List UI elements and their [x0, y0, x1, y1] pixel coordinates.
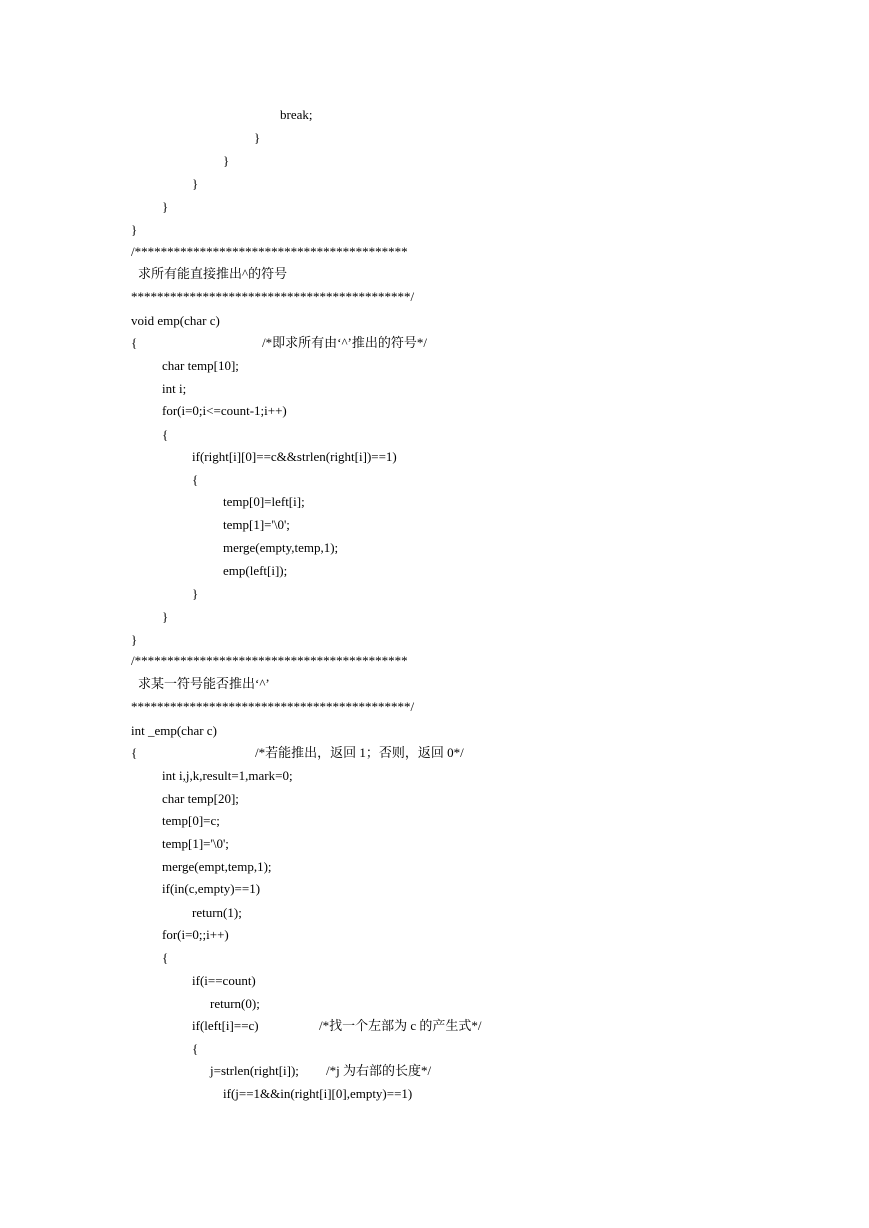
code-line: int i,j,k,result=1,mark=0;: [162, 768, 293, 783]
code-line: temp[0]=left[i];: [223, 494, 305, 509]
code-line: if(in(c,empty)==1): [162, 881, 261, 896]
comment-line: 求某一符号能否推出‘^’: [138, 676, 270, 691]
code-line: for(i=0;;i++): [162, 927, 229, 942]
code-line: {: [162, 427, 169, 442]
code-line: }: [131, 632, 138, 647]
comment-line: /*找一个左部为 c 的产生式*/: [319, 1018, 482, 1033]
comment-line: /******************************************: [131, 653, 408, 668]
code-line: }: [254, 130, 261, 145]
comment-line: *******************************************/: [131, 699, 415, 714]
code-line: if(left[i]==c): [192, 1018, 259, 1033]
code-line: }: [223, 153, 230, 168]
code-line: temp[1]='\0';: [162, 836, 229, 851]
code-line: emp(left[i]);: [223, 563, 288, 578]
code-line: for(i=0;i<=count-1;i++): [162, 403, 287, 418]
code-line: {: [192, 472, 199, 487]
comment-line: /*若能推出，返回 1；否则，返回 0*/: [255, 745, 464, 760]
code-line: }: [192, 586, 199, 601]
code-line: {: [131, 745, 138, 760]
code-line: if(right[i][0]==c&&strlen(right[i])==1): [192, 449, 397, 464]
code-line: merge(empt,temp,1);: [162, 859, 272, 874]
code-line: break;: [280, 107, 313, 122]
code-line: int _emp(char c): [131, 723, 217, 738]
comment-line: /******************************************: [131, 244, 408, 259]
code-line: char temp[20];: [162, 791, 239, 806]
code-line: void emp(char c): [131, 313, 220, 328]
code-line: return(0);: [210, 996, 260, 1011]
comment-line: 求所有能直接推出^的符号: [138, 266, 288, 281]
code-line: temp[1]='\0';: [223, 517, 290, 532]
code-line: merge(empty,temp,1);: [223, 540, 339, 555]
code-line: if(i==count): [192, 973, 256, 988]
code-line: j=strlen(right[i]);: [210, 1063, 299, 1078]
code-line: {: [192, 1041, 199, 1056]
code-line: if(j==1&&in(right[i][0],empty)==1): [223, 1086, 413, 1101]
comment-line: /*j 为右部的长度*/: [326, 1063, 432, 1078]
code-line: }: [131, 222, 138, 237]
code-line: int i;: [162, 381, 187, 396]
comment-line: /*即求所有由‘^’推出的符号*/: [262, 335, 427, 350]
comment-line: *******************************************/: [131, 289, 415, 304]
code-line: {: [162, 950, 169, 965]
code-line: return(1);: [192, 905, 242, 920]
code-line: }: [162, 199, 169, 214]
code-line: }: [162, 609, 169, 624]
code-line: temp[0]=c;: [162, 813, 220, 828]
code-line: char temp[10];: [162, 358, 239, 373]
code-line: {: [131, 335, 138, 350]
code-line: }: [192, 176, 199, 191]
